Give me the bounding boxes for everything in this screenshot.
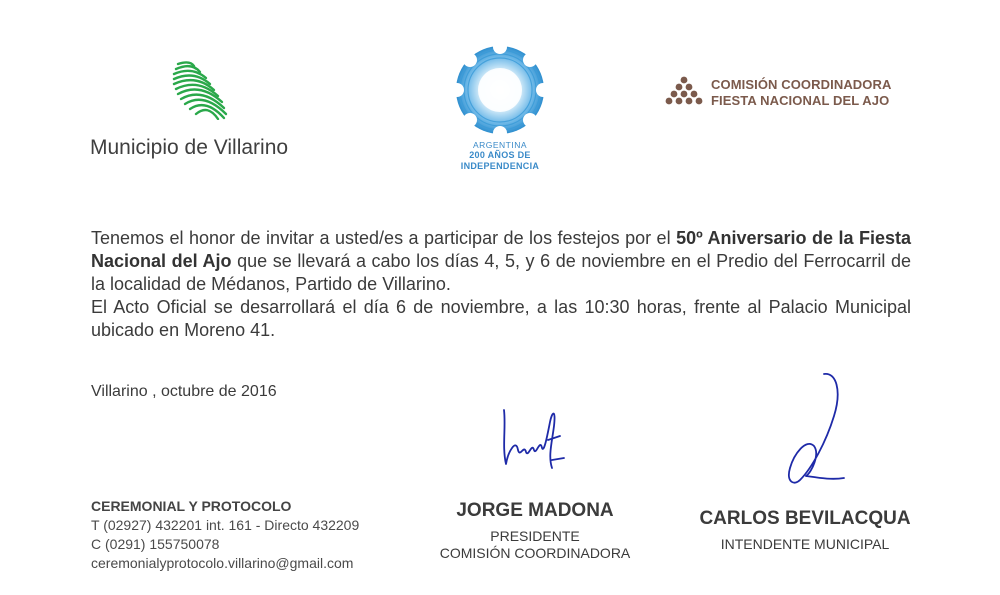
contact-email[interactable]: ceremonialyprotocolo.villarino@gmail.com — [91, 555, 354, 571]
green-fingerprint-map-icon — [168, 58, 248, 120]
signature-block-madona — [420, 392, 650, 562]
anniversary-highlight: 50º Aniversario de la Fiesta Nacional del Ajo — [91, 228, 912, 271]
handwritten-signature-madona — [490, 392, 580, 482]
signer-role-bevilacqua: INTENDENTE MUNICIPAL — [720, 536, 890, 552]
signer-role-madona-1: PRESIDENTE — [490, 528, 580, 544]
signature-block-bevilacqua — [690, 368, 920, 553]
signer-name-madona: JORGE MADONA — [456, 500, 614, 521]
municipio-logo — [88, 58, 318, 168]
signer-role-madona-2: COMISIÓN COORDINADORA — [439, 545, 631, 561]
handwritten-signature-bevilacqua — [750, 368, 860, 488]
argentina-bicentenario-logo — [440, 44, 560, 184]
garlic-dots-pyramid-icon — [665, 76, 703, 108]
fiesta-label: FIESTA NACIONAL DEL AJO — [711, 93, 890, 108]
bicentenario-label: 200 AÑOS DE — [469, 150, 531, 160]
invitation-paragraph-2: El Acto Oficial se desarrollará el día 6 de noviembre, a las 10:30 horas, frente al Palacio Municipal ubicado en Moreno 41. — [91, 297, 911, 340]
independencia-label: INDEPENDENCIA — [460, 161, 540, 171]
contact-block — [91, 497, 359, 573]
contact-heading: CEREMONIAL Y PROTOCOLO — [91, 498, 292, 514]
argentina-label: ARGENTINA — [472, 140, 528, 150]
invitation-paragraph-1: Tenemos el honor de invitar a usted/es a participar de los festejos por el 50º Aniversario de la Fiesta Nacional del Ajo que se llevará a cabo los días 4, 5, y 6 de noviembre en el Predio del Ferrocarril de la localidad de Médanos, Partido de Villarino. — [91, 228, 912, 294]
contact-phone-2: C (0291) 155750078 — [91, 536, 220, 552]
signer-name-bevilacqua: CARLOS BEVILACQUA — [699, 508, 911, 529]
place-date: Villarino , octubre de 2016 — [91, 383, 277, 400]
fiesta-ajo-logo — [665, 74, 935, 114]
blue-sun-rosette-icon — [454, 44, 546, 136]
contact-phone-1: T (02927) 432201 int. 161 - Directo 432209 — [91, 517, 360, 533]
invitation-text — [91, 227, 911, 342]
comision-label: COMISIÓN COORDINADORA — [711, 77, 892, 92]
municipio-name: Municipio de Villarino — [90, 136, 289, 159]
